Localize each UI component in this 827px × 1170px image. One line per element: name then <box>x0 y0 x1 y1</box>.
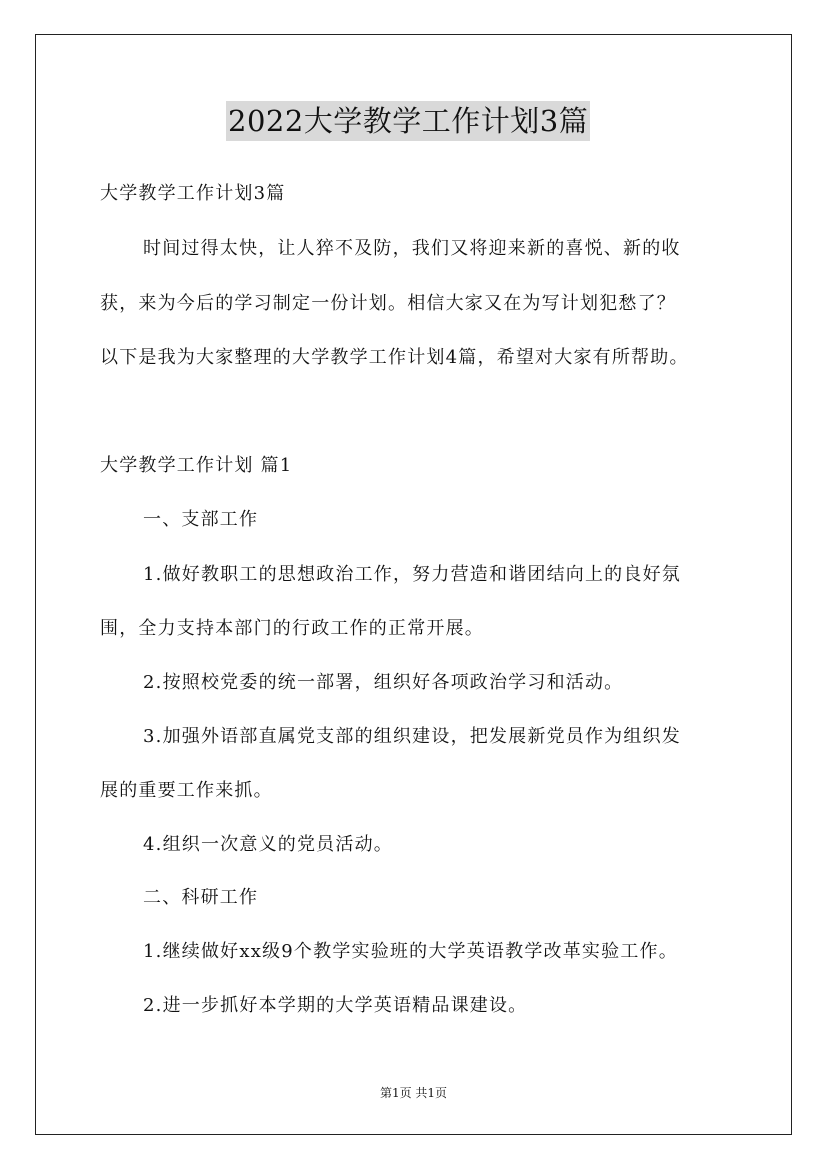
part1-item-1-line-1: 1.做好教职工的思想政治工作，努力营造和谐团结向上的良好氛 <box>143 564 681 585</box>
intro-line-2: 获，来为今后的学习制定一份计划。相信大家又在为写计划犯愁了？ <box>100 293 676 314</box>
part2-item-2: 2.进一步抓好本学期的大学英语精品课建设。 <box>143 995 528 1016</box>
part1-item-3-line-1: 3.加强外语部直属党支部的组织建设，把发展新党员作为组织发 <box>143 726 681 747</box>
part1-heading: 一、支部工作 <box>143 509 259 530</box>
part2-heading: 二、科研工作 <box>143 887 259 908</box>
part1-item-1-line-2: 围，全力支持本部门的行政工作的正常开展。 <box>100 618 484 639</box>
part2-item-1: 1.继续做好xx级9个教学实验班的大学英语教学改革实验工作。 <box>143 941 678 962</box>
part1-item-2: 2.按照校党委的统一部署，组织好各项政治学习和活动。 <box>143 672 624 693</box>
intro-line-3: 以下是我为大家整理的大学教学工作计划4篇，希望对大家有所帮助。 <box>100 347 689 368</box>
page-footer: 第1页 共1页 <box>379 1086 448 1100</box>
intro-line-1: 时间过得太快，让人猝不及防，我们又将迎来新的喜悦、新的收 <box>143 238 681 259</box>
part1-item-4: 4.组织一次意义的党员活动。 <box>143 834 393 855</box>
document-subtitle: 大学教学工作计划3篇 <box>100 183 286 204</box>
part1-item-3-line-2: 展的重要工作来抓。 <box>100 780 273 801</box>
section-heading: 大学教学工作计划 篇1 <box>100 455 293 476</box>
document-title: 2022大学教学工作计划3篇 <box>226 101 590 141</box>
